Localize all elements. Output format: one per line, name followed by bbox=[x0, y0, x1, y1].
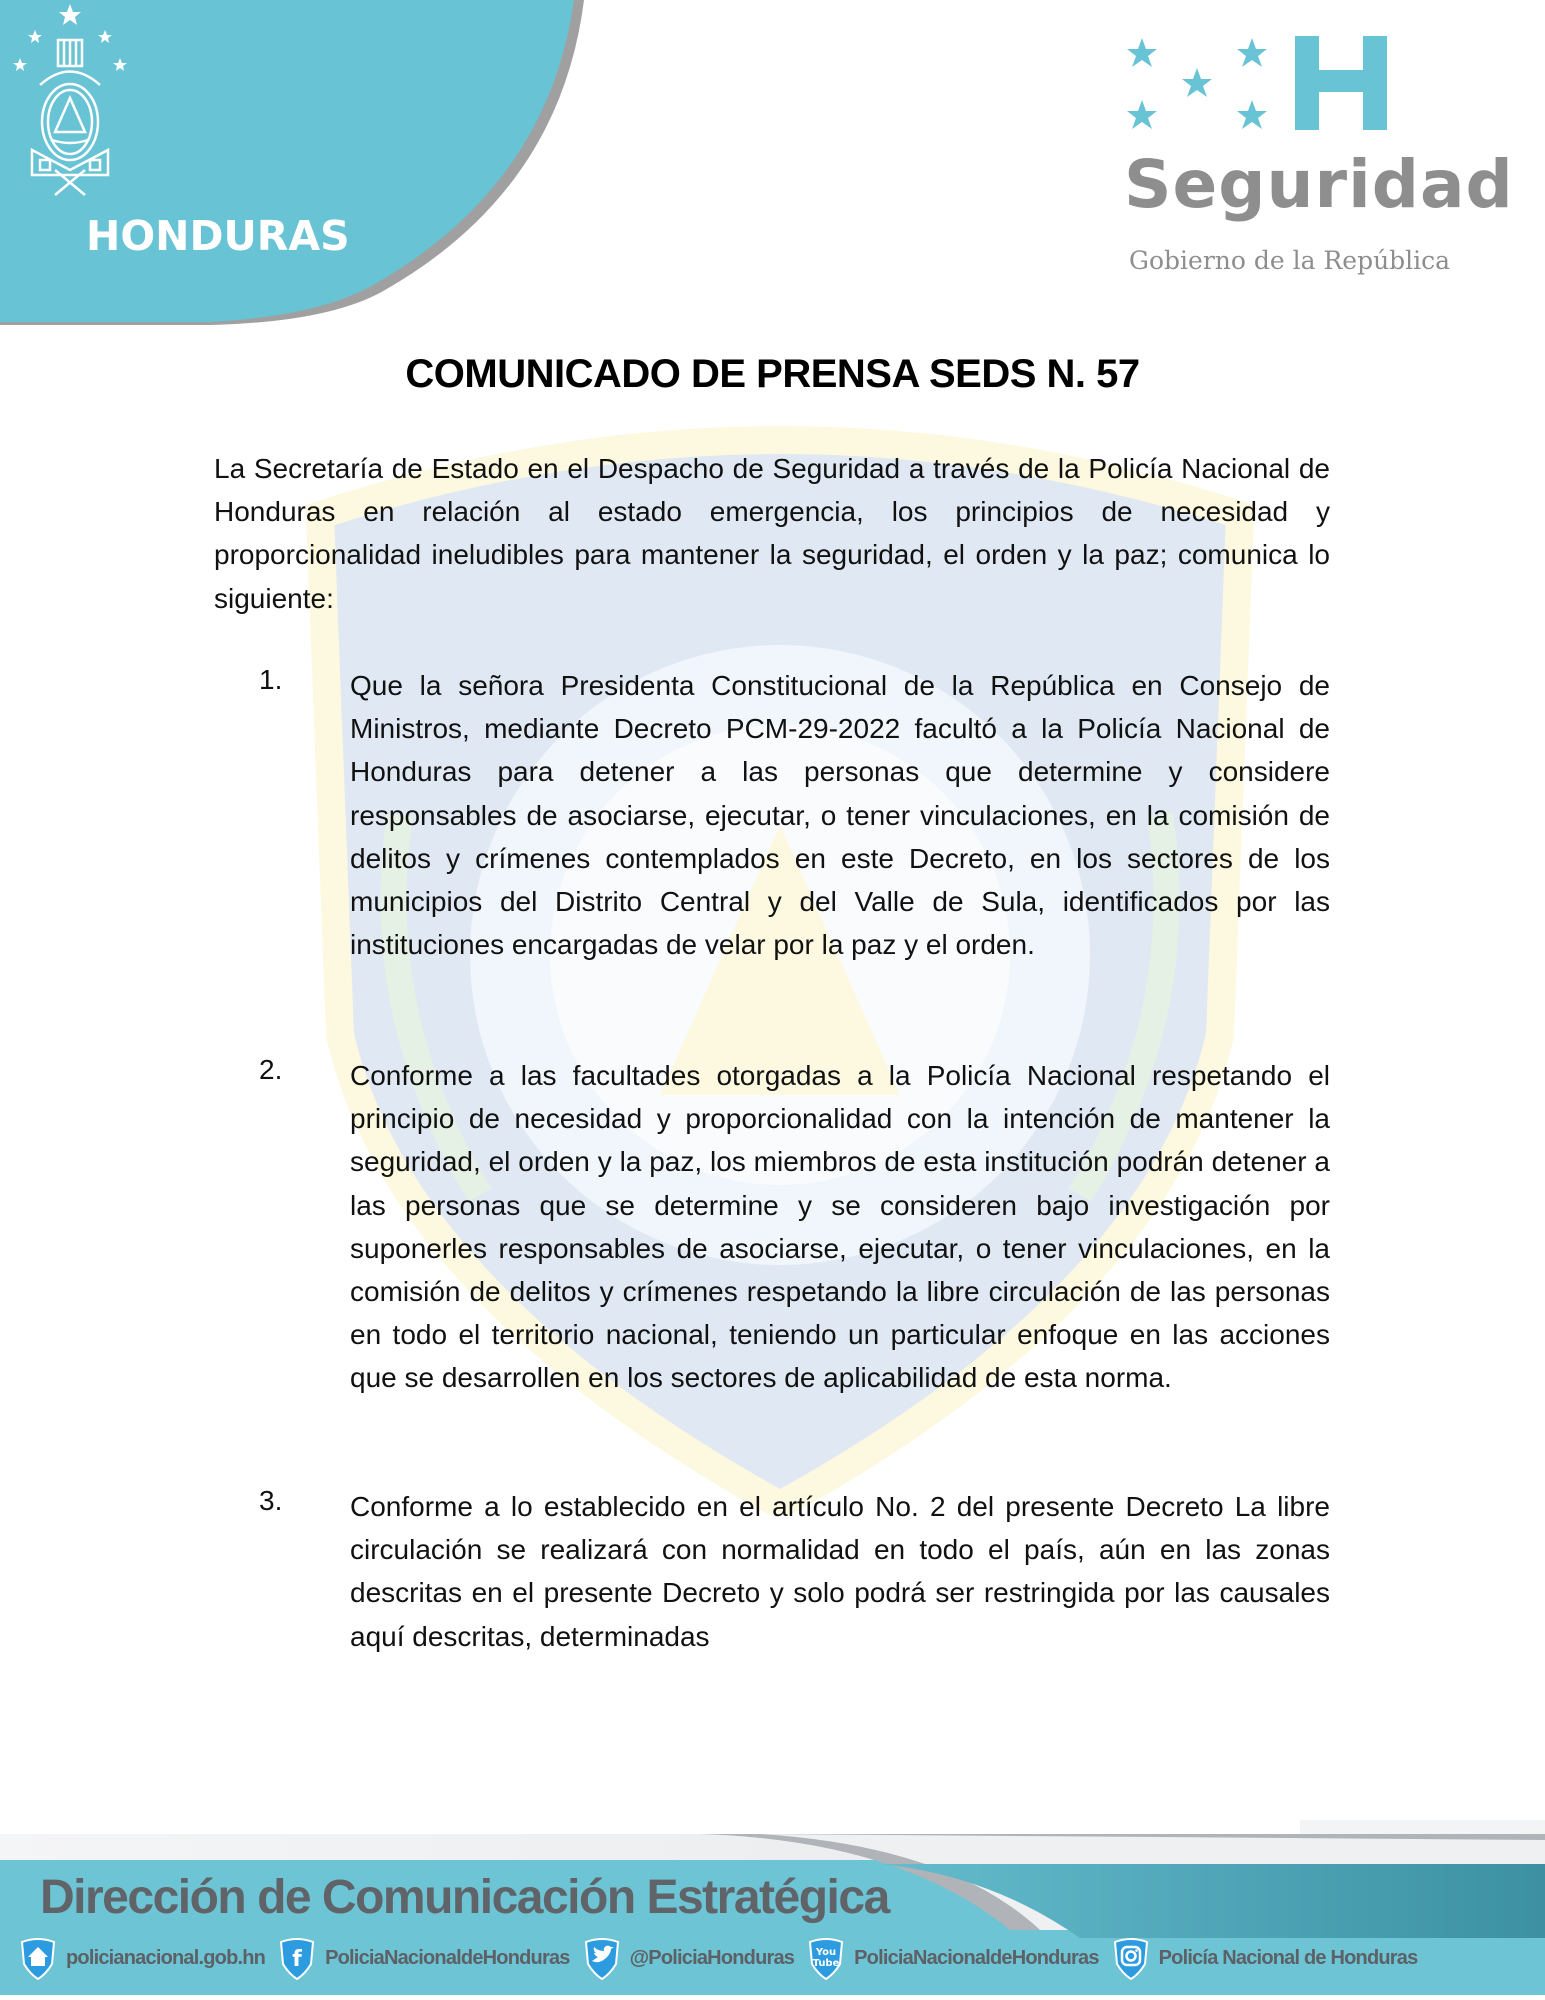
instagram-icon bbox=[1111, 1936, 1151, 1980]
list-item-text: Conforme a las facultades otorgadas a la Policía Nacional respetando el principio de necesidad y proporcionalidad con la intención de mantener la seguridad, el orden y la paz, los miembros de esta institución podrán detener a las personas que se determine y se consideren bajo investigación por suponerles responsables de asociarse, ejecutar, o tener vinculaciones, en la comisión de delitos y crímenes respetando la libre circulación de las personas en todo el territorio nacional, teniendo un particular enfoque en las acciones que se desarrollen en los sectores de aplicabilidad de esta norma. bbox=[350, 1060, 1330, 1394]
list-item-number: 3. bbox=[259, 1485, 283, 1516]
svg-text:Tube: Tube bbox=[812, 1958, 840, 1969]
document-title: COMUNICADO DE PRENSA SEDS N. 57 bbox=[405, 352, 1140, 396]
facebook-icon bbox=[277, 1936, 317, 1980]
instagram-label: Policía Nacional de Honduras bbox=[1158, 1946, 1418, 1969]
list-item-text: Conforme a lo establecido en el artículo No. 2 del presente Decreto La libre circulación se realizará con normalidad en todo el país, aún en las zonas descritas en el presente Decreto y solo podrá ser restringida por las causales aquí descritas, determinadas bbox=[350, 1491, 1330, 1652]
intro-paragraph: La Secretaría de Estado en el Despacho de Seguridad a través de la Policía Nacional de Honduras en relación al estado emergencia, los principios de necesidad y proporcionalidad ineludibles para mantener la seguridad, el orden y la paz; comunica lo siguiente: bbox=[214, 453, 1330, 614]
website-label: policianacional.gob.hn bbox=[66, 1946, 266, 1969]
seguridad-wordmark: Seguridad bbox=[1124, 146, 1514, 223]
h-mark-icon bbox=[1295, 36, 1387, 130]
honduras-wordmark: HONDURAS bbox=[86, 212, 350, 260]
twitter-link[interactable] bbox=[582, 1936, 795, 1980]
svg-text:You: You bbox=[815, 1947, 837, 1958]
youtube-label: PoliciaNacionaldeHonduras bbox=[854, 1946, 1099, 1969]
five-stars-icon bbox=[1120, 30, 1290, 140]
instagram-link[interactable] bbox=[1111, 1936, 1418, 1980]
facebook-link[interactable] bbox=[277, 1936, 570, 1980]
list-item-text: Que la señora Presidenta Constitucional de la República en Consejo de Ministros, mediante Decreto PCM-29-2022 facultó a la Policía Nacional de Honduras para detener a las personas que determine y considere responsables de asociarse, ejecutar, o tener vinculaciones, en la comisión de delitos y crímenes contemplados en este Decreto, en los sectores de los municipios del Distrito Central y del Valle de Sula, identificados por las instituciones encargadas de velar por la paz y el orden. bbox=[350, 670, 1330, 961]
facebook-label: PoliciaNacionaldeHonduras bbox=[325, 1946, 570, 1969]
twitter-icon bbox=[582, 1936, 622, 1980]
footer-social-links bbox=[18, 1934, 1429, 1982]
coat-of-arms-icon bbox=[0, 0, 140, 200]
youtube-link[interactable] bbox=[806, 1936, 1099, 1980]
list-item-number: 2. bbox=[259, 1054, 283, 1085]
gobierno-subtitle: Gobierno de la República bbox=[1129, 246, 1451, 275]
list-item-number: 1. bbox=[259, 664, 283, 695]
svg-text:f: f bbox=[292, 1947, 302, 1972]
website-link[interactable] bbox=[18, 1936, 265, 1980]
home-icon bbox=[18, 1936, 58, 1980]
youtube-icon bbox=[806, 1936, 846, 1980]
honduras-header-logo bbox=[0, 0, 600, 330]
footer-title: Dirección de Comunicación Estratégica bbox=[40, 1871, 889, 1924]
twitter-label: @PoliciaHonduras bbox=[629, 1946, 795, 1969]
